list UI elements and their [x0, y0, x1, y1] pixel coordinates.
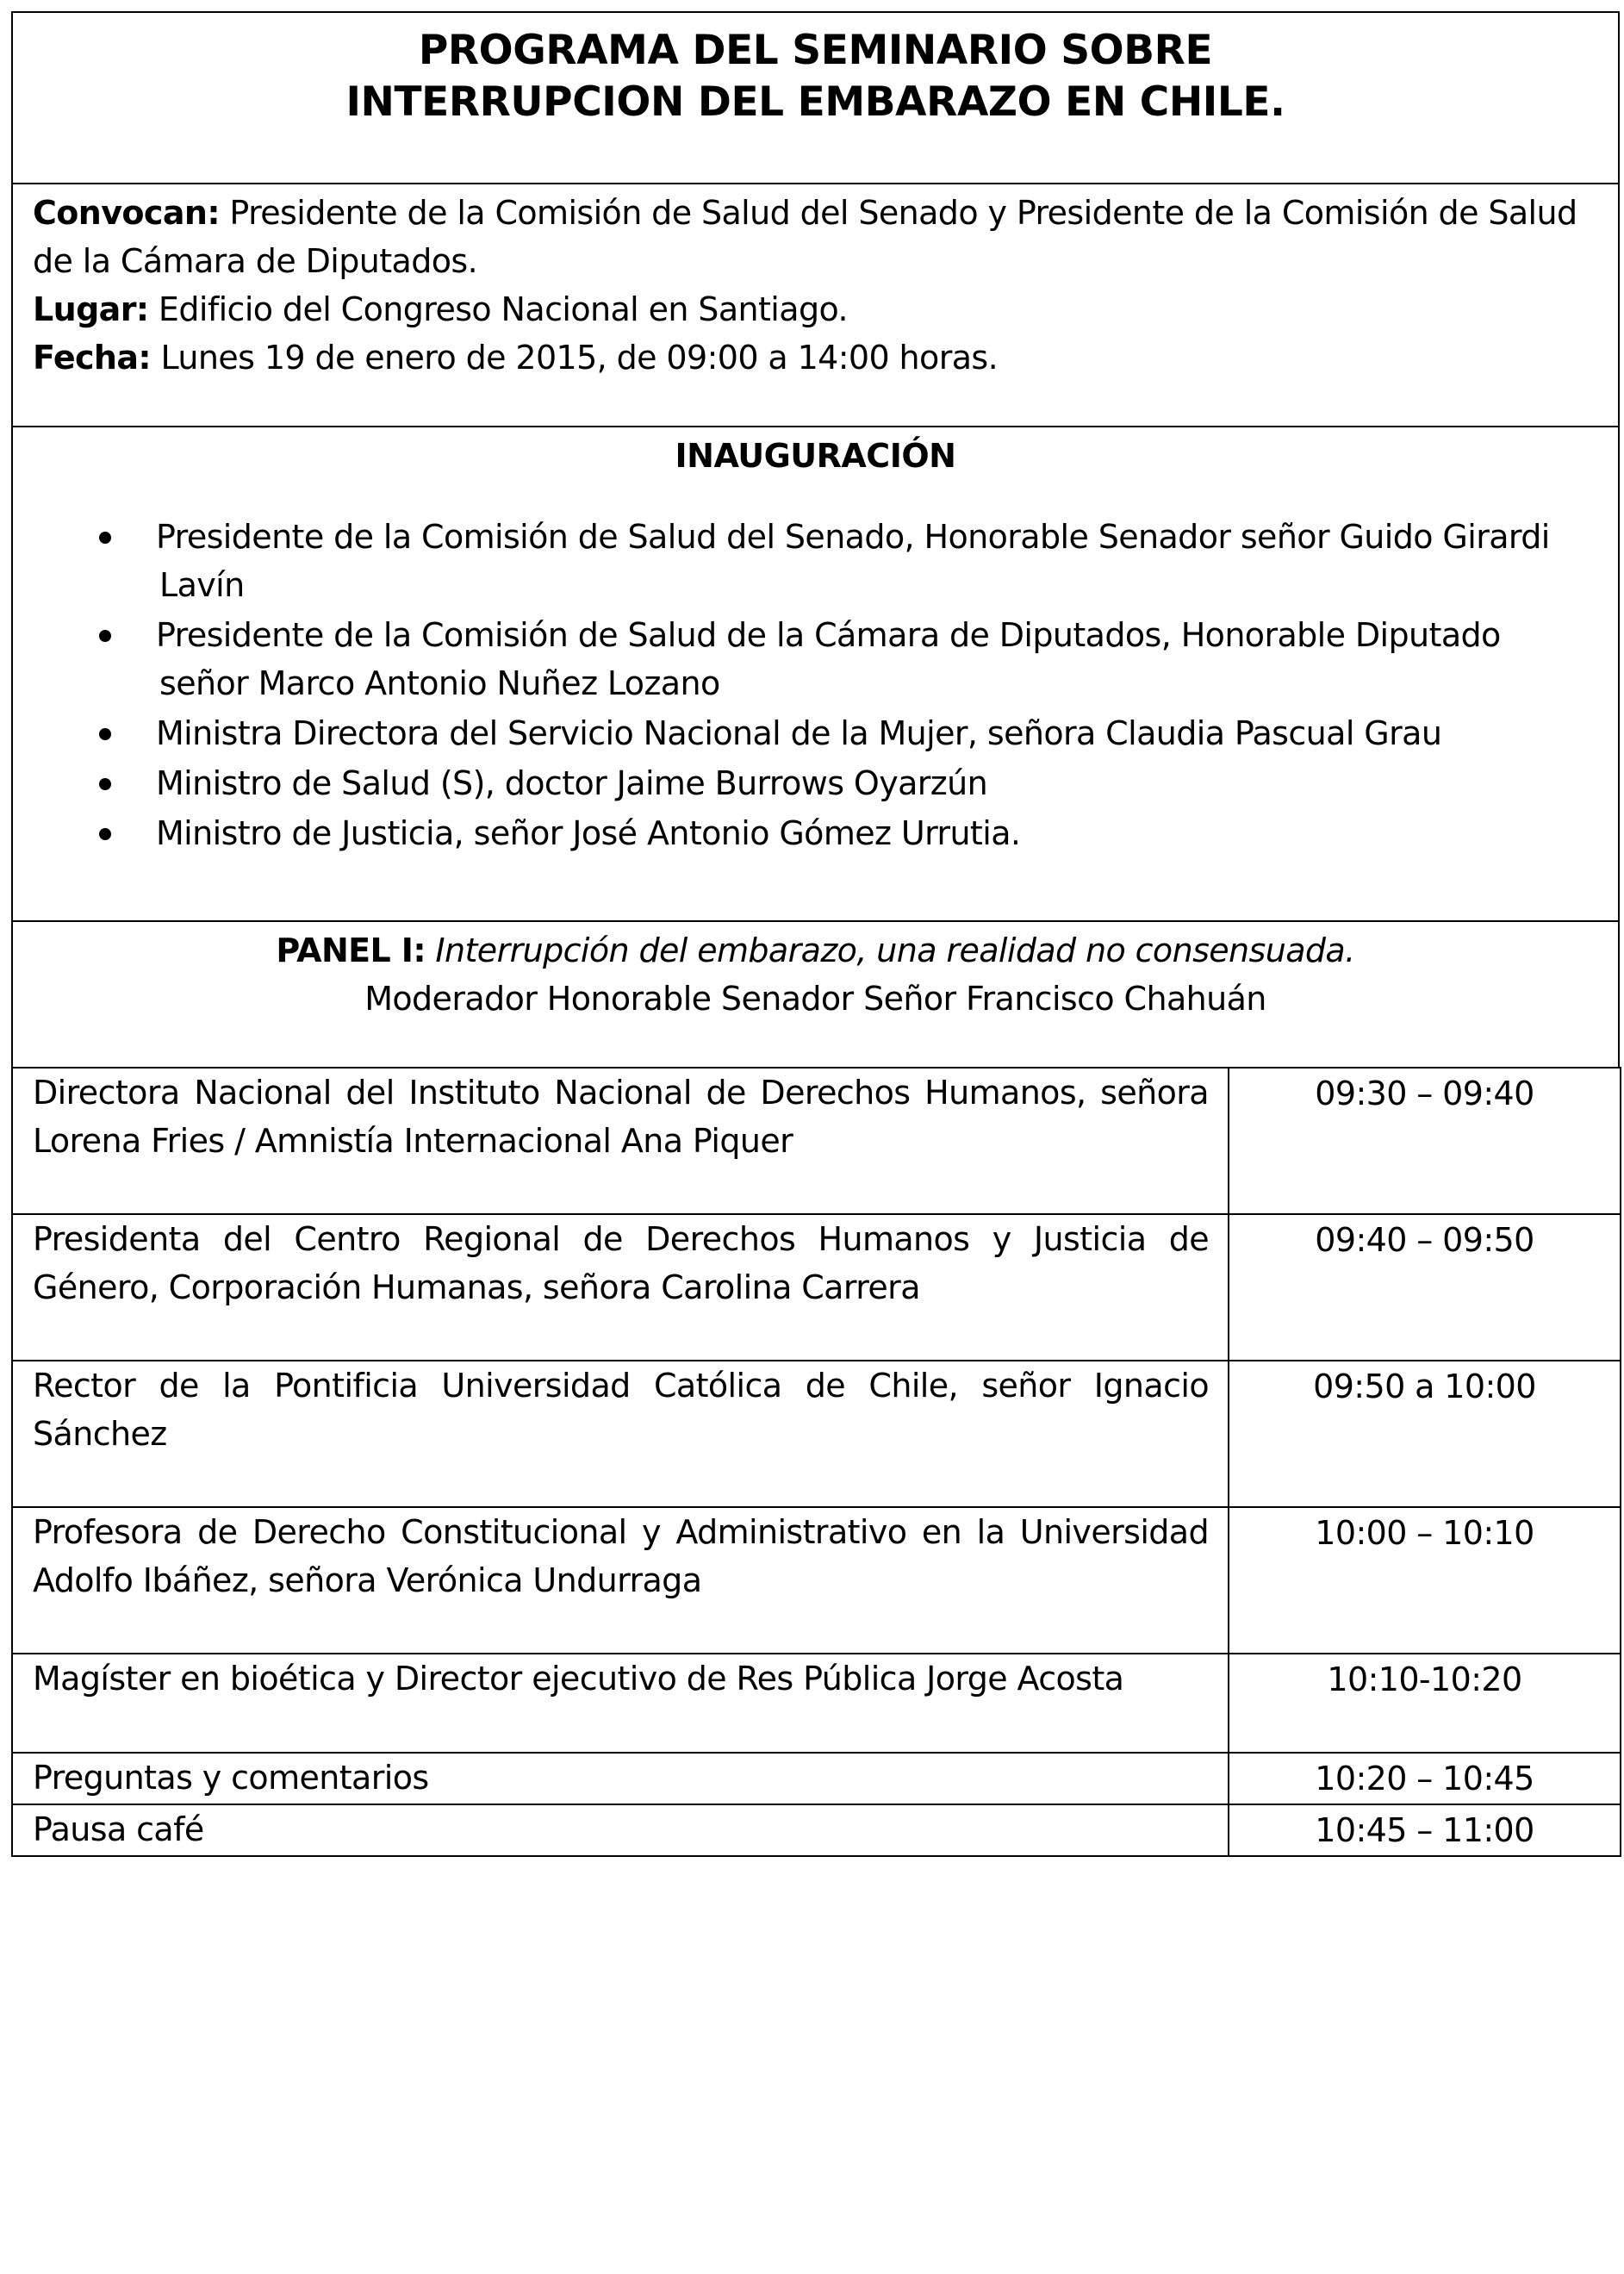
schedule-speaker: Directora Nacional del Instituto Nacional de Derechos Humanos, señora Lorena Fries / Amnistía Internacional Ana Piquer — [12, 1068, 1229, 1214]
list-item — [13, 611, 1618, 707]
list-item-text: Presidente de la Comisión de Salud de la Cámara de Diputados, Honorable Diputado señor Marco Antonio Nuñez Lozano — [156, 616, 1501, 702]
document-page — [11, 11, 1620, 1857]
schedule-speaker: Profesora de Derecho Constitucional y Administrativo en la Universidad Adolfo Ibáñez, señora Verónica Undurraga — [12, 1507, 1229, 1654]
list-item-text: Ministra Directora del Servicio Nacional de la Mujer, señora Claudia Pascual Grau — [156, 714, 1442, 752]
table-row — [12, 1068, 1621, 1214]
list-item — [13, 759, 1618, 807]
list-item — [13, 809, 1618, 857]
title-section — [11, 11, 1620, 183]
bullet-icon — [99, 828, 111, 840]
list-item-text: Ministro de Justicia, señor José Antonio Gómez Urrutia. — [156, 814, 1021, 852]
table-row — [12, 1507, 1621, 1654]
convocan-text: Presidente de la Comisión de Salud del Senado y Presidente de la Comisión de Salud de la Cámara de Diputados. — [33, 194, 1577, 280]
schedule-time: 09:30 – 09:40 — [1229, 1068, 1621, 1214]
lugar-label: Lugar: — [33, 290, 149, 328]
list-item-text: Presidente de la Comisión de Salud del Senado, Honorable Senador señor Guido Girardi Lavín — [156, 518, 1550, 604]
schedule-speaker: Magíster en bioética y Director ejecutivo de Res Pública Jorge Acosta — [12, 1654, 1229, 1753]
panel-title-line — [13, 922, 1618, 975]
bullet-icon — [99, 532, 111, 544]
schedule-speaker: Rector de la Pontificia Universidad Católica de Chile, señor Ignacio Sánchez — [12, 1361, 1229, 1507]
panel-subtitle: Interrupción del embarazo, una realidad no consensuada. — [425, 931, 1355, 969]
table-row — [12, 1214, 1621, 1361]
schedule-time: 09:40 – 09:50 — [1229, 1214, 1621, 1361]
bullet-icon — [99, 630, 111, 642]
schedule-time: 09:50 a 10:00 — [1229, 1361, 1621, 1507]
inauguracion-section — [11, 426, 1620, 920]
list-item — [13, 709, 1618, 757]
table-row — [12, 1804, 1621, 1856]
table-row — [12, 1753, 1621, 1804]
list-item — [13, 513, 1618, 609]
fecha-text: Lunes 19 de enero de 2015, de 09:00 a 14:00 horas. — [151, 339, 999, 377]
schedule-speaker: Preguntas y comentarios — [12, 1753, 1229, 1804]
lugar-line — [33, 285, 1618, 333]
convocan-line — [33, 184, 1618, 285]
title-line-1: PROGRAMA DEL SEMINARIO SOBRE — [418, 27, 1213, 74]
lugar-text: Edificio del Congreso Nacional en Santiago. — [148, 290, 848, 328]
convocan-label: Convocan: — [33, 194, 220, 232]
schedule-time: 10:20 – 10:45 — [1229, 1753, 1621, 1804]
schedule-time: 10:45 – 11:00 — [1229, 1804, 1621, 1856]
schedule-speaker: Pausa café — [12, 1804, 1229, 1856]
fecha-label: Fecha: — [33, 339, 152, 377]
schedule-table — [11, 1067, 1621, 1857]
panel-label: PANEL I: — [276, 931, 426, 969]
inauguracion-list — [13, 513, 1618, 857]
table-row — [12, 1654, 1621, 1753]
inauguracion-title: INAUGURACIÓN — [675, 437, 956, 475]
bullet-icon — [99, 728, 111, 740]
panel-header — [11, 920, 1620, 1067]
panel-moderator: Moderador Honorable Senador Señor Francisco Chahuán — [364, 980, 1266, 1018]
fecha-line — [33, 333, 1618, 382]
table-row — [12, 1361, 1621, 1507]
schedule-speaker: Presidenta del Centro Regional de Derechos Humanos y Justicia de Género, Corporación Humanas, señora Carolina Carrera — [12, 1214, 1229, 1361]
schedule-time: 10:10-10:20 — [1229, 1654, 1621, 1753]
bullet-icon — [99, 778, 111, 790]
list-item-text: Ministro de Salud (S), doctor Jaime Burrows Oyarzún — [156, 764, 988, 802]
schedule-time: 10:00 – 10:10 — [1229, 1507, 1621, 1654]
info-section — [11, 183, 1620, 426]
title-line-2: INTERRUPCION DEL EMBARAZO EN CHILE. — [345, 78, 1285, 126]
